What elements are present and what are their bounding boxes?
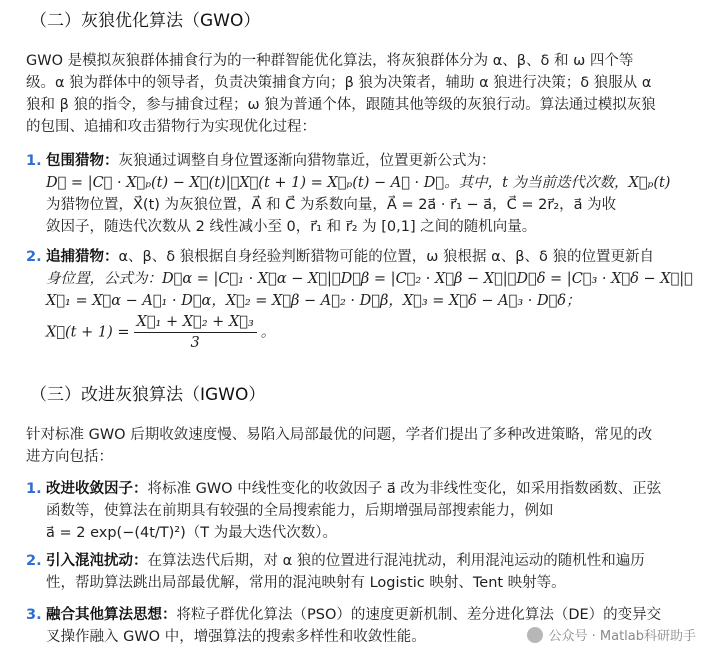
- item-title: 包围猎物：: [46, 153, 119, 169]
- list-number: 3.: [26, 607, 42, 623]
- formula-end: 。: [260, 324, 276, 341]
- fraction-numerator: X⃗₁ + X⃗₂ + X⃗₃: [134, 312, 257, 333]
- item-text: 将粒子群优化算法（PSO）的速度更新机制、差分进化算法（DE）的变异交: [176, 607, 662, 623]
- formula-lhs: X⃗(t + 1) =: [46, 324, 130, 341]
- list-number: 2.: [26, 249, 42, 265]
- formula-line: 身位置，公式为：D⃗α = |C⃗₁ · X⃗α − X⃗|，D⃗β = |C⃗₂ · X⃗β − X⃗|，D⃗δ = |C⃗₃ · X⃗δ − X⃗|；: [46, 271, 693, 287]
- item-title: 追捕猎物：: [46, 249, 119, 265]
- item-text: 敛因子，随迭代次数从 2 线性减小至 0，r⃗₁ 和 r⃗₂ 为 [0,1] 之间的随机向量。: [46, 219, 537, 235]
- item-text: 灰狼通过调整自身位置逐渐向猎物靠近，位置更新公式为：: [118, 153, 496, 169]
- formula-position-update: [46, 312, 682, 358]
- item-text: 性，帮助算法跳出局部最优解，常用的混沌映射有 Logistic 映射、Tent 映射等。: [46, 575, 566, 591]
- formula-line: X⃗₁ = X⃗α − A⃗₁ · D⃗α，X⃗₂ = X⃗β − A⃗₂ · D⃗β，X⃗₃ = X⃗δ − A⃗₃ · D⃗δ；: [46, 293, 581, 309]
- paragraph-line: GWO 是模拟灰狼群体捕食行为的一种群智能优化算法，将灰狼群体分为 α、β、δ 和 ω 四个等: [26, 53, 634, 69]
- item-text: 将标准 GWO 中线性变化的收敛因子 a⃗ 改为非线性变化，如采用指数函数、正弦: [147, 481, 662, 497]
- paragraph-line: 狼和 β 狼的指令，参与捕食过程；ω 狼为普通个体，跟随其他等级的灰狼行动。算法通过模拟灰狼: [26, 97, 656, 113]
- item-text: 叉操作融入 GWO 中，增强算法的搜索多样性和收敛性能。: [46, 629, 426, 645]
- list-item-body: [46, 550, 682, 594]
- wechat-icon: [527, 627, 543, 643]
- paragraph-line: 的包围、追捕和攻击猎物行为实现优化过程：: [26, 119, 316, 135]
- section-heading-gwo: （二）灰狼优化算法（GWO）: [30, 11, 261, 31]
- list-item-body: [46, 246, 693, 358]
- section-heading-igwo: （三）改进灰狼算法（IGWO）: [30, 385, 266, 405]
- item-text: a⃗ = 2 exp(−(4t/T)²)（T 为最大迭代次数）。: [46, 525, 337, 541]
- paragraph-line: 进方向包括：: [26, 449, 113, 465]
- list-number: 1.: [26, 481, 42, 497]
- list-number: 1.: [26, 153, 42, 169]
- item-text: 函数等，使算法在前期具有较强的全局搜索能力，后期增强局部搜索能力，例如: [46, 503, 554, 519]
- watermark: [527, 626, 696, 648]
- formula-line: D⃗ = |C⃗ · X⃗ₚ(t) − X⃗(t)|，X⃗(t + 1) = X⃗ₚ(t) − A⃗ · D⃗。其中，t 为当前迭代次数，X⃗ₚ(t): [46, 175, 671, 191]
- watermark-text: 公众号 · Matlab科研助手: [548, 629, 696, 644]
- formula-fraction: [134, 312, 257, 353]
- list-item-body: [46, 478, 682, 544]
- item-title: 改进收敛因子：: [46, 481, 148, 497]
- list-item-body: [46, 150, 682, 238]
- item-title: 融合其他算法思想：: [46, 607, 177, 623]
- igwo-intro-paragraph: [26, 424, 682, 468]
- fraction-denominator: 3: [190, 335, 200, 351]
- item-text: 为猎物位置，X⃗(t) 为灰狼位置，A⃗ 和 C⃗ 为系数向量，A⃗ = 2a⃗ · r⃗₁ − a⃗，C⃗ = 2r⃗₂，a⃗ 为收: [46, 197, 617, 213]
- list-number: 2.: [26, 553, 42, 569]
- gwo-intro-paragraph: [26, 50, 682, 138]
- paragraph-line: 级。α 狼为群体中的领导者，负责决策捕食方向；β 狼为决策者，辅助 α 狼进行决策；δ 狼服从 α: [26, 75, 652, 91]
- item-text: 在算法迭代后期，对 α 狼的位置进行混沌扰动，利用混沌运动的随机性和遍历: [147, 553, 645, 569]
- item-text: α、β、δ 狼根据自身经验判断猎物可能的位置，ω 狼根据 α、β、δ 狼的位置更新自: [118, 249, 654, 265]
- item-title: 引入混沌扰动：: [46, 553, 148, 569]
- paragraph-line: 针对标准 GWO 后期收敛速度慢、易陷入局部最优的问题，学者们提出了多种改进策略，常见的改: [26, 427, 653, 443]
